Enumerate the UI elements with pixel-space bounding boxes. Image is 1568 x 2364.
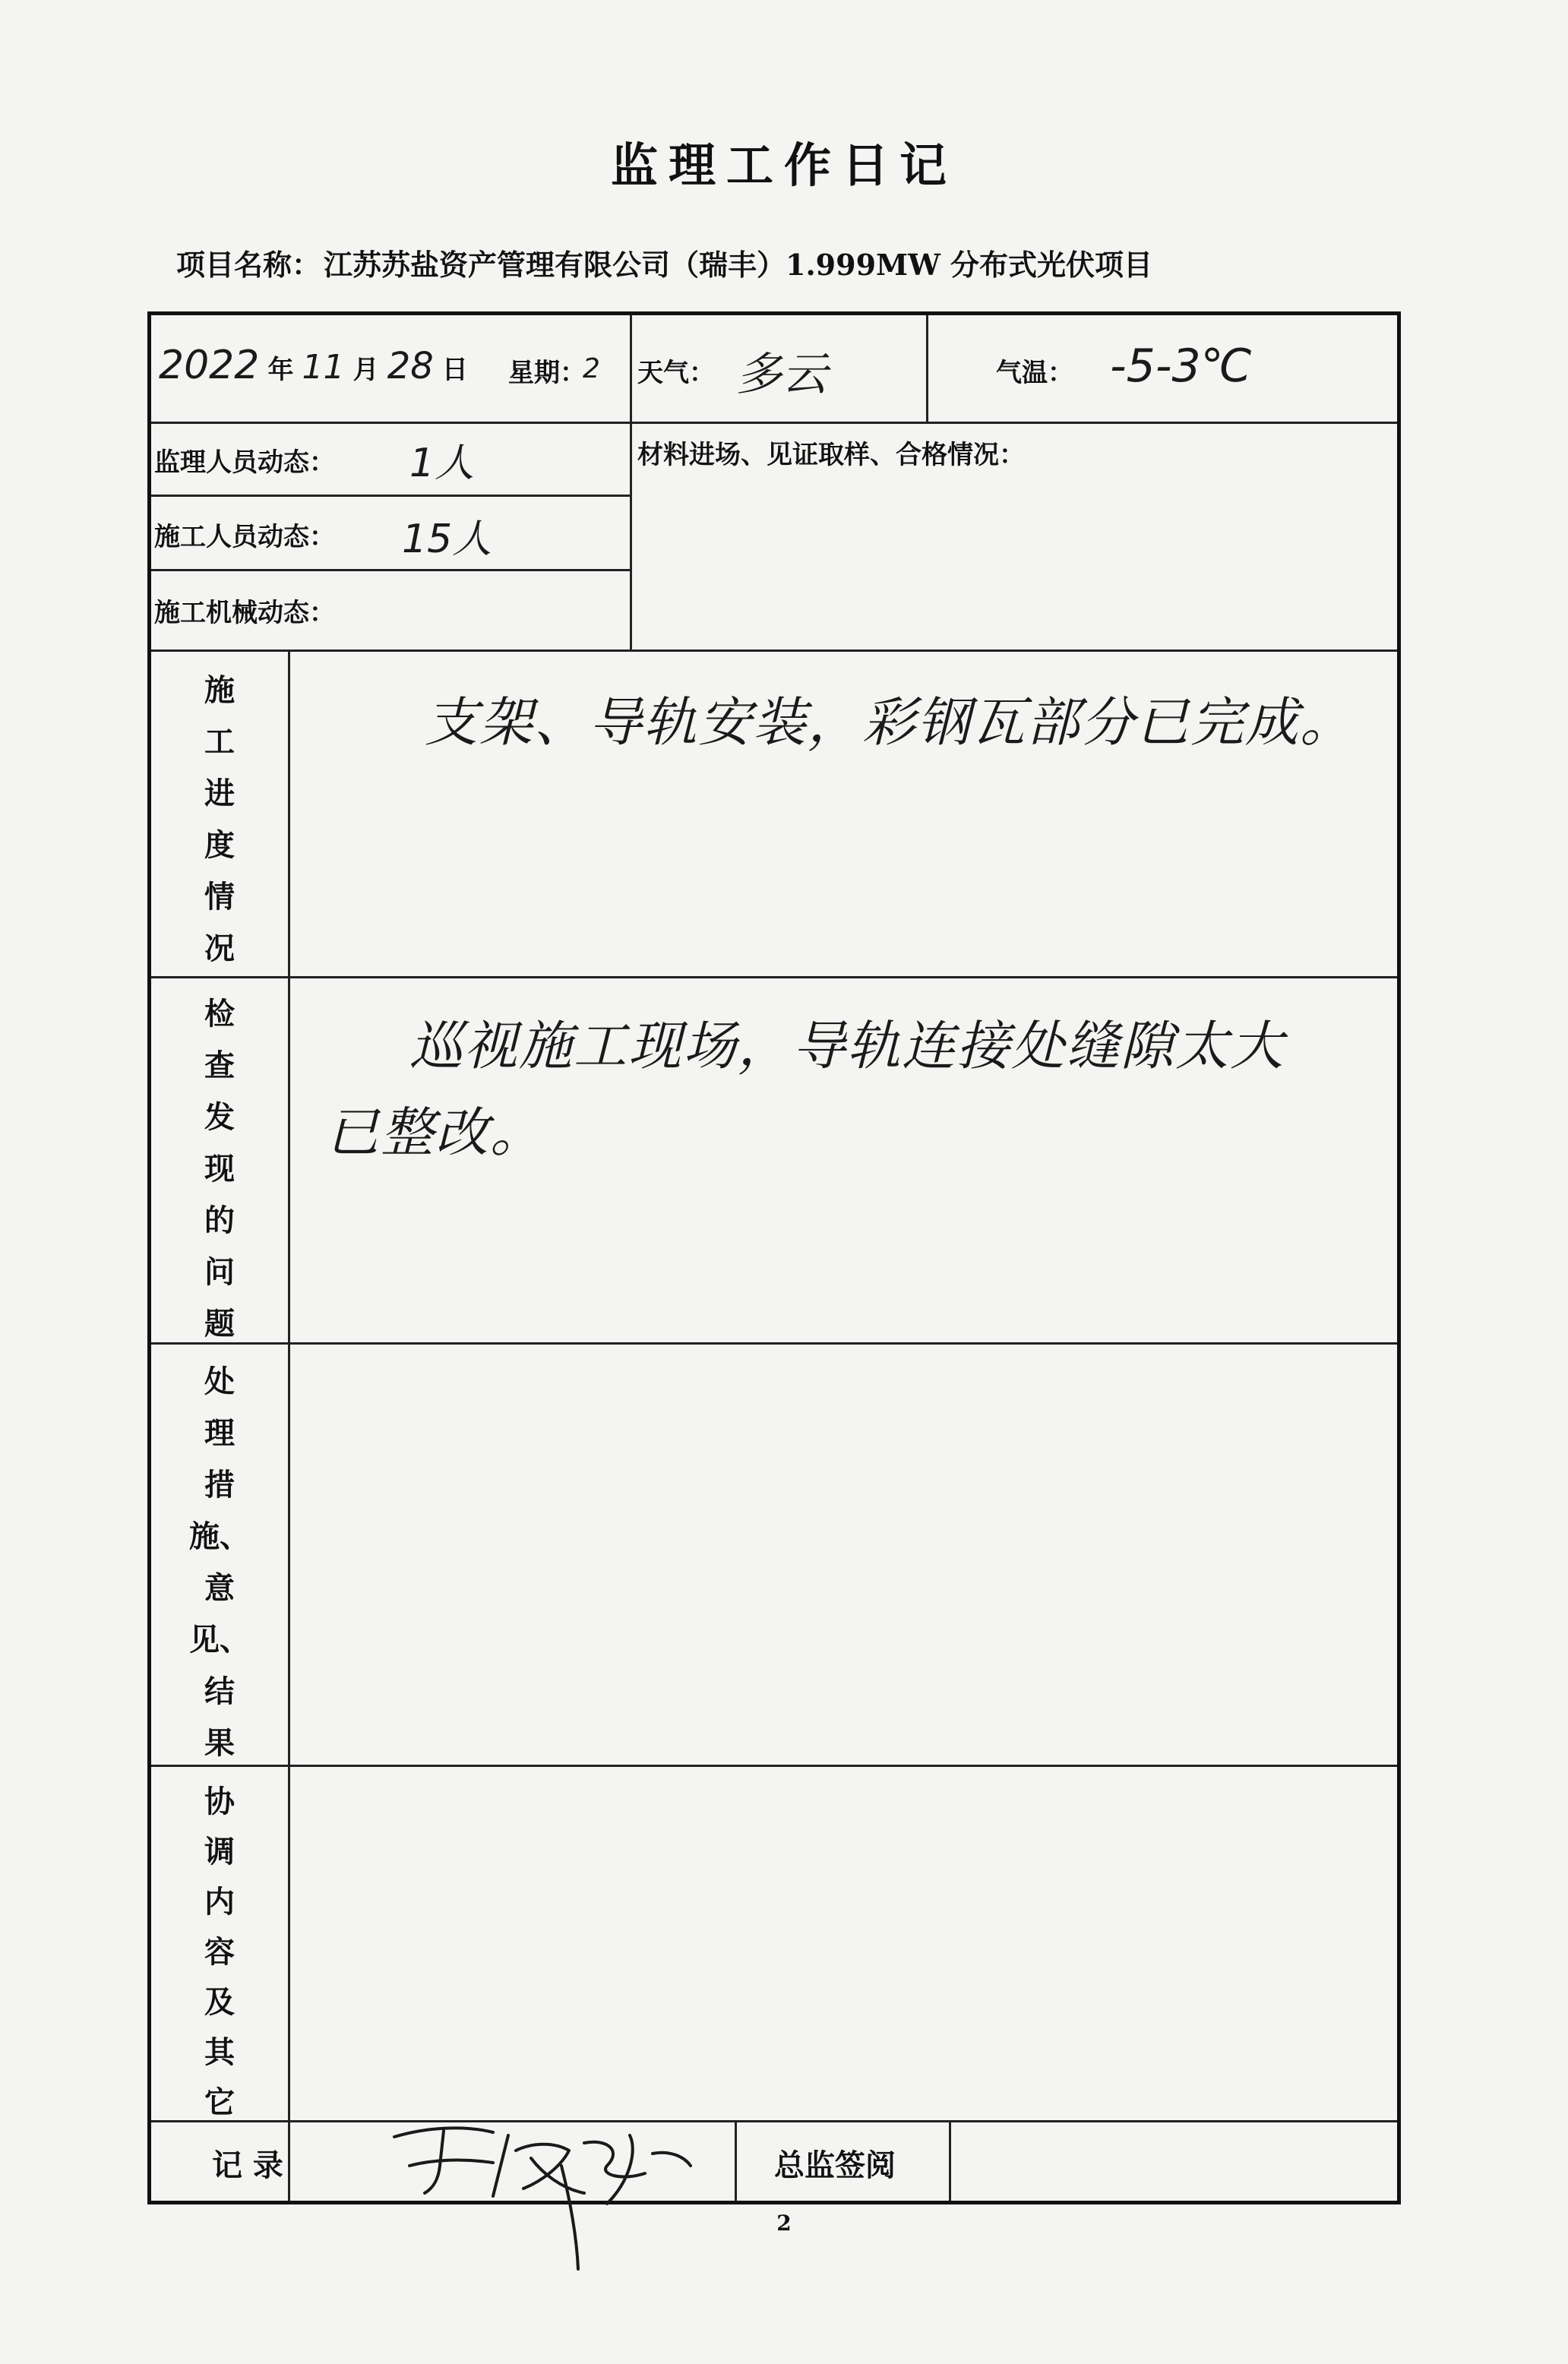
date-day: 28 <box>387 345 434 387</box>
divider <box>151 2120 1397 2122</box>
divider <box>151 1342 1397 1345</box>
page-title: 监理工作日记 <box>610 137 957 193</box>
divider <box>151 649 1397 652</box>
chief-signoff-label: 总监签阅 <box>774 2148 896 2183</box>
weather-value: 多云 <box>736 348 827 401</box>
diary-table <box>147 311 1401 2204</box>
weekday-value: 2 <box>583 353 600 384</box>
divider <box>151 422 1397 424</box>
project-label: 项目名称： <box>176 248 321 282</box>
measures-label: 处 理 措 施、 意 见、 结 果 <box>189 1364 250 1761</box>
divider <box>151 1765 1397 1767</box>
divider <box>949 2120 951 2201</box>
issues-content-line1: 巡视施工现场，导轨连接处缝隙太大 <box>409 1015 1285 1077</box>
machine-label: 施工机械动态： <box>154 598 335 628</box>
temperature-label: 气温： <box>996 358 1073 388</box>
weather-label: 天气： <box>637 358 715 388</box>
issues-label: 检 查 发 现 的 问 题 <box>204 996 235 1342</box>
project-name: 江苏苏盐资产管理有限公司（瑞丰）1.999MW 分布式光伏项目 <box>324 248 1152 282</box>
record-label: 记 录 <box>212 2148 283 2183</box>
coordination-label: 协 调 内 容 及 其 它 <box>204 1784 235 2120</box>
divider <box>151 569 630 571</box>
materials-label: 材料进场、见证取样、合格情况： <box>637 440 1025 470</box>
date-field <box>159 343 468 388</box>
supervisor-value: 1人 <box>409 441 475 486</box>
supervisor-label: 监理人员动态： <box>154 447 335 478</box>
temperature-value: -5-3℃ <box>1110 340 1253 393</box>
progress-label: 施 工 进 度 情 况 <box>204 672 235 966</box>
worker-value: 15人 <box>402 517 492 562</box>
weekday-label: 星期： <box>508 358 586 388</box>
divider <box>288 649 290 2201</box>
divider <box>926 315 928 422</box>
divider <box>151 495 630 497</box>
project-line <box>176 242 1152 283</box>
recorder-signature <box>379 2120 698 2272</box>
date-month: 11 <box>302 348 345 387</box>
date-year-unit: 年 <box>267 355 294 385</box>
page-number: 2 <box>776 2211 792 2236</box>
divider <box>630 315 632 649</box>
date-month-unit: 月 <box>352 355 379 385</box>
worker-label: 施工人员动态： <box>154 522 335 552</box>
divider <box>151 976 1397 978</box>
divider <box>735 2120 737 2201</box>
date-day-unit: 日 <box>441 355 468 385</box>
progress-content: 支架、导轨安装，彩钢瓦部分已完成。 <box>425 691 1355 754</box>
date-year: 2022 <box>159 343 260 388</box>
issues-content-line2: 已整改。 <box>326 1101 545 1164</box>
